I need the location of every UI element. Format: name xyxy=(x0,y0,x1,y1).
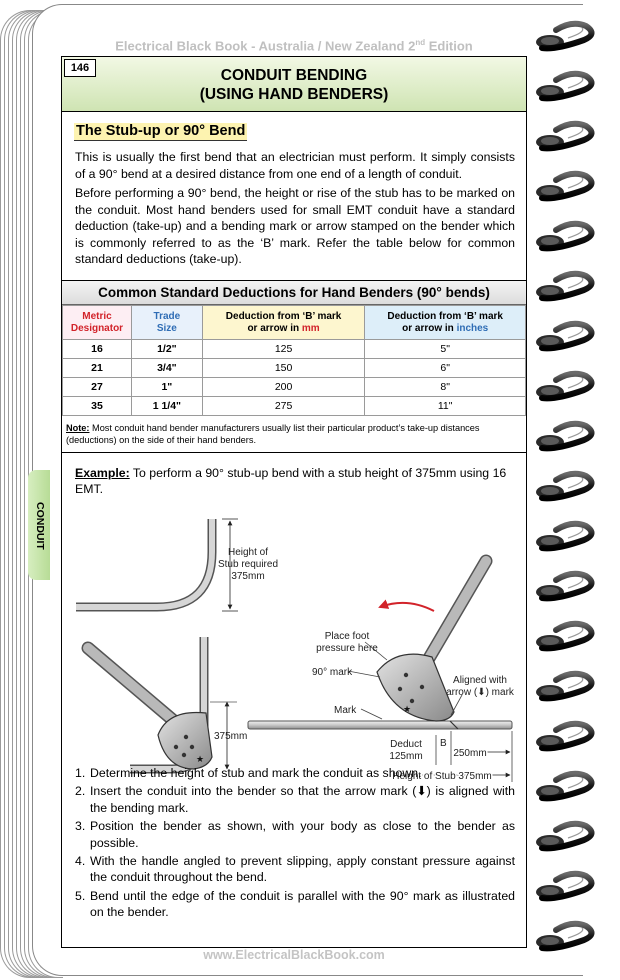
cell-inches: 5" xyxy=(365,340,526,359)
col-header-mm: Deduction from ‘B’ mark or arrow in mm xyxy=(202,306,365,340)
stub-height-label: Height of Stub required 375mm xyxy=(217,547,279,582)
table-row xyxy=(63,340,526,359)
cell-trade: 1/2" xyxy=(131,340,202,359)
list-item: 3. Position the bender as shown, with your body as close to the bender as possible. xyxy=(75,819,515,850)
cell-metric: 21 xyxy=(63,359,132,378)
aligned-arrow-label: Aligned with arrow (⬇) mark xyxy=(446,675,514,698)
cell-metric: 16 xyxy=(63,340,132,359)
procedure-paragraph: Before performing a 90° bend, the height or rise of the stub has to be marked on the conduit. Most hand benders used for small EMT conduit have a standard deduction (take-up) and a bending mark or arrow stamped on the bender which is commonly referred to as the ‘B’ mark. Refer the table below for common standard deductions (take-up). xyxy=(75,186,515,266)
page-title-line1: CONDUIT BENDING xyxy=(220,67,368,84)
cell-metric: 35 xyxy=(63,397,132,416)
table-row xyxy=(63,359,526,378)
table-title: Common Standard Deductions for Hand Benders (90° bends) xyxy=(62,280,526,305)
cell-inches: 8" xyxy=(365,378,526,397)
book-header: Electrical Black Book - Australia / New Zealand 2nd Edition xyxy=(115,38,473,54)
table-row xyxy=(63,397,526,416)
section-tab-label: CONDUIT xyxy=(34,502,46,550)
dim-375-label: 375mm xyxy=(214,731,248,742)
deductions-table xyxy=(62,305,526,416)
svg-text:★: ★ xyxy=(196,754,205,764)
page-title xyxy=(102,66,486,104)
footer-url: www.ElectricalBlackBook.com xyxy=(203,948,385,962)
list-item: 5. Bend until the edge of the conduit is parallel with the 90° mark as illustrated on the bender. xyxy=(75,888,515,920)
cell-mm: 125 xyxy=(202,340,365,359)
mark-label: Mark xyxy=(334,705,357,716)
stub-height-dim-label: Height of Stub 375mm xyxy=(392,771,492,782)
cell-trade: 1 1/4" xyxy=(131,397,202,416)
svg-text:★: ★ xyxy=(403,704,412,714)
cell-inches: 6" xyxy=(365,359,526,378)
steps-list xyxy=(75,765,515,923)
page-number: 146 xyxy=(64,59,96,77)
example-text: Example: To perform a 90° stub-up bend with a stub height of 375mm using 16 EMT. xyxy=(75,466,507,496)
section-heading: The Stub-up or 90° Bend xyxy=(76,123,246,139)
bender-stub-illustration xyxy=(88,637,237,769)
col-header-trade: Trade Size xyxy=(131,306,202,340)
table-row xyxy=(63,378,526,397)
mark-90-label: 90° mark xyxy=(312,667,353,678)
table-header-row xyxy=(63,306,526,340)
list-item: 1. Determine the height of stub and mark the conduit as shown. xyxy=(75,766,422,780)
dim-250-label: 250mm xyxy=(453,748,487,759)
cell-inches: 11" xyxy=(365,397,526,416)
place-foot-label: Place foot pressure here xyxy=(316,631,378,654)
cell-mm: 275 xyxy=(202,397,365,416)
divider xyxy=(62,452,526,453)
col-header-metric: Metric Designator xyxy=(63,306,132,340)
cell-mm: 200 xyxy=(202,378,365,397)
page-title-line2: (USING HAND BENDERS) xyxy=(199,86,389,103)
content-panel xyxy=(61,56,527,948)
cell-trade: 3/4" xyxy=(131,359,202,378)
title-bar xyxy=(62,57,526,112)
list-item: 4. With the handle angled to prevent slipping, apply constant pressure against the conduit throughout the bend. xyxy=(75,854,515,885)
intro-paragraph: This is usually the first bend that an electrician must perform. It simply consists of a 90° bend at a desired distance from one end of a length of conduit. xyxy=(75,150,515,181)
cell-mm: 150 xyxy=(202,359,365,378)
deduct-label: Deduct 125mm xyxy=(389,739,423,762)
table-note: Note: Most conduit hand bender manufacturers usually list their particular product’s take-up distances (deductions) on the side of their hand benders. xyxy=(66,423,480,445)
bent-conduit-illustration xyxy=(76,519,238,611)
cell-metric: 27 xyxy=(63,378,132,397)
cell-trade: 1" xyxy=(131,378,202,397)
b-mark-label: B xyxy=(440,738,447,749)
spiral-binding-icon xyxy=(528,20,620,980)
list-item: 2. Insert the conduit into the bender so that the arrow mark (⬇) is aligned with the bending mark. xyxy=(75,784,515,815)
col-header-inches: Deduction from ‘B’ mark or arrow in inches xyxy=(365,306,526,340)
